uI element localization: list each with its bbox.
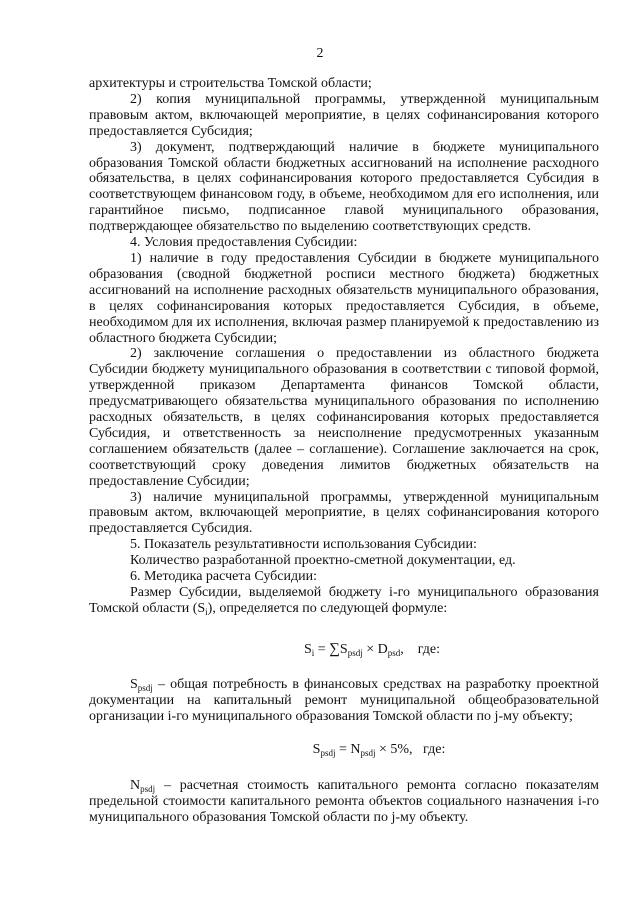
section-heading: 6. Методика расчета Субсидии:	[130, 569, 317, 585]
document-body	[89, 76, 599, 826]
paragraph: 3) документ, подтверждающий наличие в бюджете муниципального образования Томской области бюджетных ассигнований на исполнение расходного обязательства, в целях софинансирования которого предоставляется Субсидия в соответствующем финансовом году, в объеме, необходимом для его исполнения, или гарантийное письмо, подписанное главой муниципального образования, подтверждающее обязательство по выделению соответствующих средств.	[89, 139, 599, 235]
section-heading: 5. Показатель результативности использования Субсидии:	[130, 537, 477, 553]
paragraph: 2) копия муниципальной программы, утвержденной муниципальным правовым актом, включающей мероприятие, в целях софинансирования которого предоставляется Субсидия;	[89, 91, 599, 139]
formula-subsidy-total: $S_i = \sum S_{psdj} \times D_{psd}$, где:	[303, 640, 441, 658]
paragraph: 1) наличие в году предоставления Субсидии в бюджете муниципального образования (сводной бюджетной росписи местного бюджета) бюджетных ассигнований на исполнение расходных обязательств муниципального образования, в целях софинансирования которых предоставляется Субсидия, в объеме, необходимом для их исполнения, включая размер планируемой к предоставлению из областного бюджета Субсидии;	[89, 250, 599, 346]
formula-need: $S_{psdj} = N_{psdj} \times 5\%$, где:	[312, 742, 446, 759]
section-heading: 4. Условия предоставления Субсидии:	[130, 235, 358, 251]
page-number: 2	[316, 46, 324, 61]
paragraph: $S_{psdj}$ – общая потребность в финансовых средствах на разработку проектной документации на капитальный ремонт муниципальной общеобразовательной организации i-го муниципального образования Томской области по j-му объекту;	[89, 676, 599, 724]
paragraph: Количество разработанной проектно-сметной документации, ед.	[130, 553, 516, 569]
paragraph: архитектуры и строительства Томской области;	[89, 76, 372, 91]
paragraph: 3) наличие муниципальной программы, утвержденной муниципальным правовым актом, включающей мероприятие, в целях софинансирования которого предоставляется Субсидия.	[89, 489, 599, 537]
paragraph: $N_{psdj}$ – расчетная стоимость капитального ремонта согласно показателям предельной стоимости капитального ремонта объектов социального назначения i-го муниципального образования Томской области по j-му объекту.	[89, 778, 599, 826]
paragraph: Размер Субсидии, выделяемой бюджету i-го муниципального образования Томской области $(S_i)$, определяется по следующей формуле:	[89, 585, 599, 617]
paragraph: 2) заключение соглашения о предоставлении из областного бюджета Субсидии бюджету муниципального образования в соответствии с типовой формой, утвержденной приказом Департамента финансов Томской области, предусматривающего обязательства муниципального образования по исполнению расходных обязательств, в целях софинансирования которых предоставляется Субсидия, и ответственность за неисполнение предусмотренных указанным соглашением обязательств (далее – соглашение). Соглашение заключается на срок, соответствующий сроку доведения лимитов бюджетных обязательств на предоставление Субсидии;	[89, 346, 599, 489]
